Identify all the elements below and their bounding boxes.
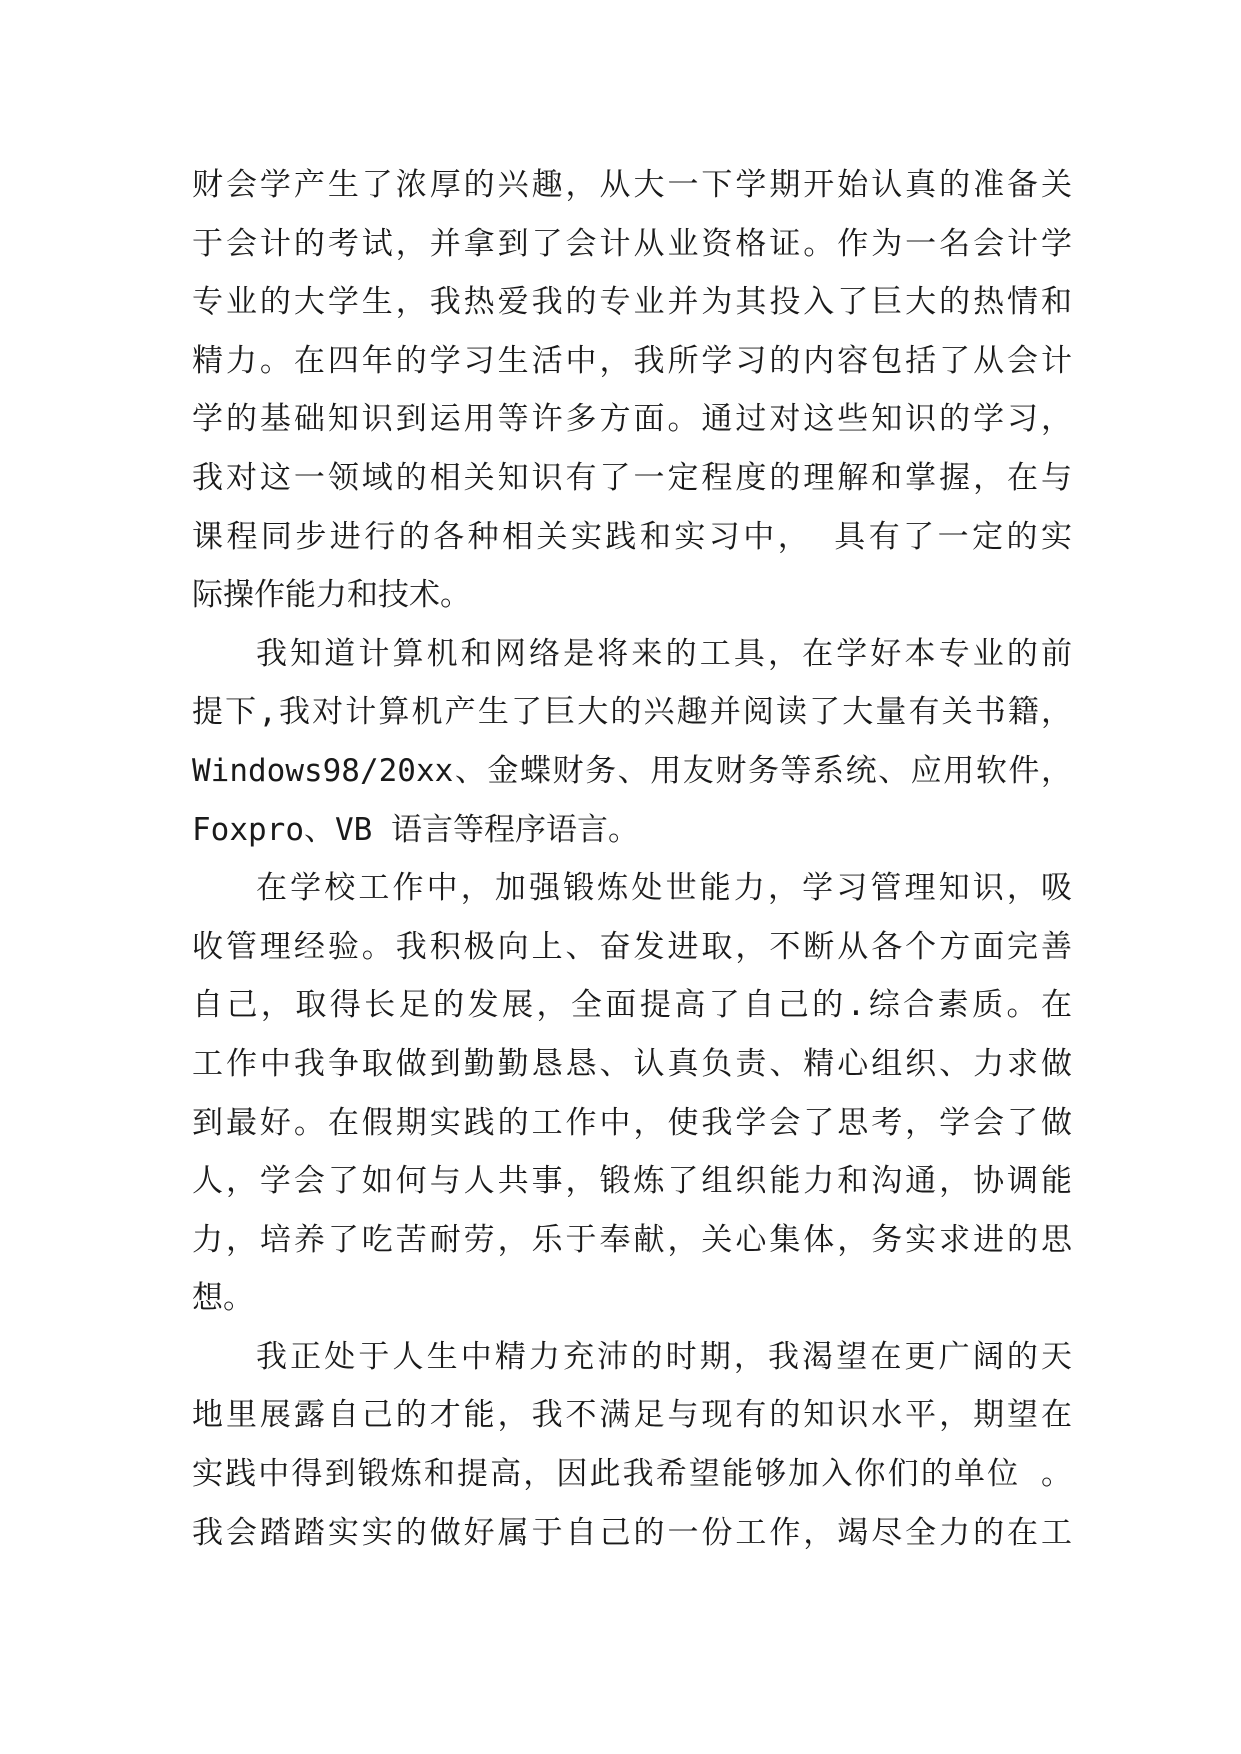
text-line: 我知道计算机和网络是将来的工具，在学好本专业的前	[256, 635, 1072, 672]
text-line: 际操作能力和技术。	[192, 577, 471, 614]
text-line: 于会计的考试，并拿到了会计从业资格证。作为一名会计学	[192, 225, 1072, 262]
text-line: 学的基础知识到运用等许多方面。通过对这些知识的学习，	[192, 401, 1072, 438]
text-line: 精力。在四年的学习生活中，我所学习的内容包括了从会计	[192, 342, 1072, 379]
text-line: 工作中我争取做到勤勤恳恳、认真负责、精心组织、力求做	[192, 1045, 1072, 1082]
text-line: 自己，取得长足的发展，全面提高了自己的.综合素质。在	[192, 987, 1072, 1024]
text-line: 财会学产生了浓厚的兴趣，从大一下学期开始认真的准备关	[192, 167, 1072, 203]
text-line: 我会踏踏实实的做好属于自己的一份工作，竭尽全力的在工	[192, 1514, 1072, 1551]
text-line: 专业的大学生，我热爱我的专业并为其投入了巨大的热情和	[192, 284, 1072, 321]
text-line: 我对这一领域的相关知识有了一定程度的理解和掌握，在与	[192, 459, 1072, 496]
text-line: 地里展露自己的才能，我不满足与现有的知识水平，期望在	[192, 1397, 1072, 1434]
text-line: 课程同步进行的各种相关实践和实习中， 具有了一定的实	[192, 518, 1072, 555]
text-line: 实践中得到锻炼和提高，因此我希望能够加入你们的单位 。	[192, 1456, 1072, 1493]
text-line: 提下,我对计算机产生了巨大的兴趣并阅读了大量有关书籍，	[192, 694, 1072, 731]
text-line: 力，培养了吃苦耐劳，乐于奉献，关心集体，务实求进的思	[192, 1221, 1072, 1258]
text-line: Foxpro、VB 语言等程序语言。	[192, 811, 639, 848]
text-line: 人，学会了如何与人共事，锻炼了组织能力和沟通，协调能	[192, 1163, 1072, 1200]
text-line: 收管理经验。我积极向上、奋发进取，不断从各个方面完善	[192, 928, 1072, 965]
text-line: Windows98/20xx、金蝶财务、用友财务等系统、应用软件，	[192, 752, 1072, 789]
text-line: 在学校工作中，加强锻炼处世能力，学习管理知识，吸	[256, 870, 1072, 907]
text-line: 我正处于人生中精力充沛的时期，我渴望在更广阔的天	[256, 1338, 1072, 1375]
text-line: 到最好。在假期实践的工作中，使我学会了思考，学会了做	[192, 1104, 1072, 1141]
text-line: 想。	[192, 1280, 254, 1317]
body-text	[192, 156, 1072, 1562]
